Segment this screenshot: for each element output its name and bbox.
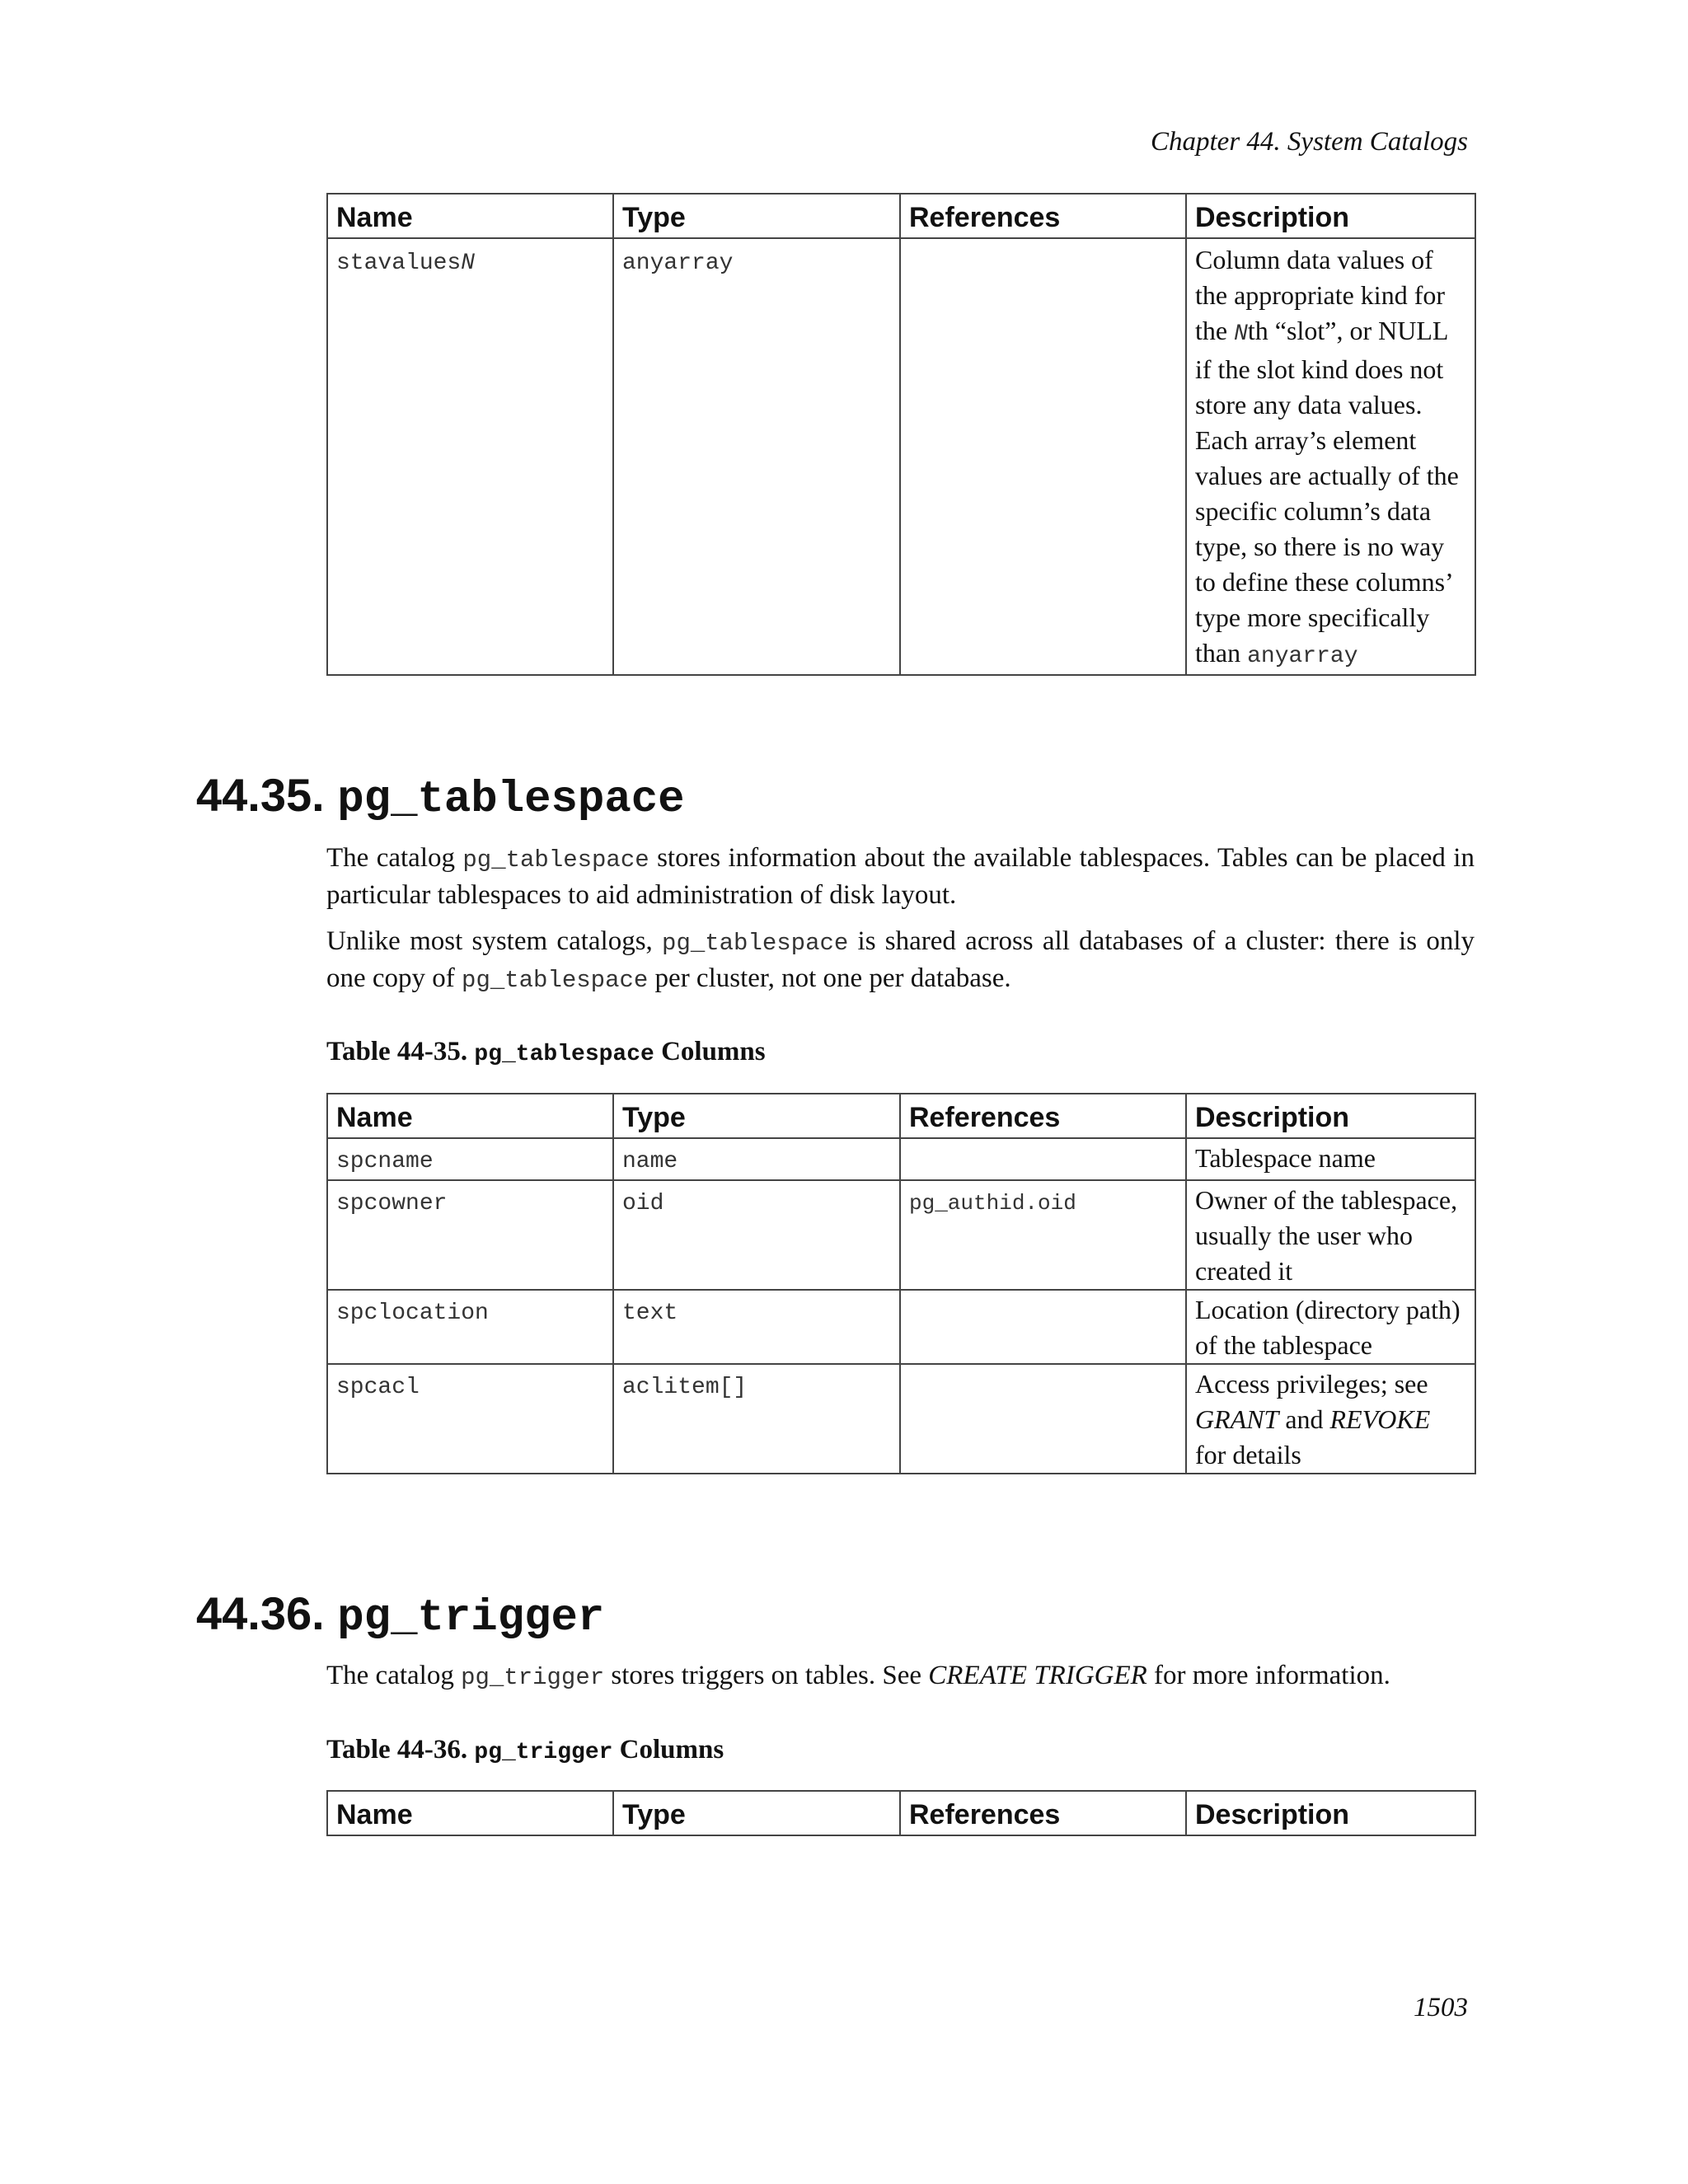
cell-name-variable: N xyxy=(461,251,476,276)
cell-references xyxy=(900,1138,1186,1180)
caption-code: pg_tablespace xyxy=(474,1042,654,1067)
cell-description xyxy=(1186,238,1475,675)
text-run: Access privileges; see xyxy=(1195,1369,1428,1399)
desc-text-2: th “slot”, or NULL if the slot kind does not store any data values. Each array’s element values are actually of the specific column’s data type, so there is no way to define these columns’ type more specifically than xyxy=(1195,316,1459,668)
column-header-name: Name xyxy=(327,1791,613,1835)
text-run: and xyxy=(1278,1404,1330,1434)
caption-suffix: Columns xyxy=(612,1735,724,1765)
column-header-references: References xyxy=(900,194,1186,238)
cell-type: aclitem[] xyxy=(613,1364,900,1474)
text-run: Unlike most system catalogs, xyxy=(326,926,663,956)
page-number: 1503 xyxy=(1414,1993,1468,2022)
caption-prefix: Table 44-36. xyxy=(326,1735,475,1765)
table-caption-44-36 xyxy=(326,1735,724,1765)
text-run: per cluster, not one per database. xyxy=(648,963,1011,993)
table-row xyxy=(327,238,1475,675)
text-run: The catalog xyxy=(326,843,463,873)
command-reference-create-trigger: CREATE TRIGGER xyxy=(928,1661,1147,1690)
cell-name: spcname xyxy=(327,1138,613,1180)
paragraph-trigger-intro xyxy=(326,1658,1475,1695)
column-header-description: Description xyxy=(1186,1791,1475,1835)
cell-description xyxy=(1186,1364,1475,1474)
caption-code: pg_trigger xyxy=(474,1740,613,1765)
column-header-name: Name xyxy=(327,194,613,238)
inline-code: pg_tablespace xyxy=(462,967,649,994)
section-title-pg-trigger xyxy=(196,1586,604,1643)
cell-name: spclocation xyxy=(327,1290,613,1364)
table-header-row xyxy=(327,194,1475,238)
column-header-type: Type xyxy=(613,1094,900,1138)
cell-type: oid xyxy=(613,1180,900,1290)
table-row xyxy=(327,1138,1475,1180)
cell-name-text: stavalues xyxy=(336,251,462,276)
section-title-pg-tablespace xyxy=(196,768,685,825)
cell-type: name xyxy=(613,1138,900,1180)
running-header: Chapter 44. System Catalogs xyxy=(1151,127,1468,157)
table-prev-continuation xyxy=(326,193,1476,676)
table-caption-44-35 xyxy=(326,1037,766,1067)
table-row xyxy=(327,1180,1475,1290)
caption-prefix: Table 44-35. xyxy=(326,1037,475,1066)
cell-references xyxy=(900,238,1186,675)
inline-code: pg_tablespace xyxy=(462,846,649,874)
section-name: pg_trigger xyxy=(337,1593,605,1643)
column-header-description: Description xyxy=(1186,1094,1475,1138)
command-reference-grant: GRANT xyxy=(1195,1404,1279,1434)
cell-description: Owner of the tablespace, usually the user who created it xyxy=(1186,1180,1475,1290)
column-header-references: References xyxy=(900,1094,1186,1138)
table-header-row xyxy=(327,1791,1475,1835)
section-number: 44.35. xyxy=(196,769,325,821)
table-pg-tablespace-columns xyxy=(326,1093,1476,1474)
desc-text-1: Column data values of the appropriate kind for the xyxy=(1195,245,1445,345)
table-row xyxy=(327,1290,1475,1364)
text-run: for more information. xyxy=(1146,1661,1390,1690)
table-pg-trigger-columns xyxy=(326,1790,1476,1836)
desc-code: anyarray xyxy=(1247,644,1358,669)
column-header-description: Description xyxy=(1186,194,1475,238)
caption-suffix: Columns xyxy=(654,1037,766,1066)
cell-type: text xyxy=(613,1290,900,1364)
inline-code: pg_tablespace xyxy=(662,930,849,957)
paragraph-tablespace-intro xyxy=(326,841,1475,913)
cell-description: Location (directory path) of the tablespace xyxy=(1186,1290,1475,1364)
cell-references: pg_authid.oid xyxy=(900,1180,1186,1290)
column-header-references: References xyxy=(900,1791,1186,1835)
column-header-type: Type xyxy=(613,194,900,238)
cell-references xyxy=(900,1364,1186,1474)
column-header-name: Name xyxy=(327,1094,613,1138)
text-run: for details xyxy=(1195,1440,1301,1469)
text-run: stores information about the available tablespaces. Tables can be placed in particular tablespaces to aid administration of disk layout. xyxy=(326,843,1475,910)
paragraph-tablespace-shared xyxy=(326,924,1475,998)
cell-name: spcowner xyxy=(327,1180,613,1290)
section-number: 44.36. xyxy=(196,1587,325,1639)
desc-variable: N xyxy=(1234,321,1248,347)
text-run: The catalog xyxy=(326,1661,462,1690)
table-row xyxy=(327,1364,1475,1474)
cell-description: Tablespace name xyxy=(1186,1138,1475,1180)
text-run: stores triggers on tables. See xyxy=(604,1661,929,1690)
cell-references xyxy=(900,1290,1186,1364)
column-header-type: Type xyxy=(613,1791,900,1835)
text-run: is shared across all databases of a cluster: there is only one copy of xyxy=(326,926,1475,993)
cell-type: anyarray xyxy=(613,238,900,675)
inline-code: pg_trigger xyxy=(461,1664,605,1691)
section-name: pg_tablespace xyxy=(337,775,685,825)
cell-name: spcacl xyxy=(327,1364,613,1474)
table-header-row xyxy=(327,1094,1475,1138)
command-reference-revoke: REVOKE xyxy=(1329,1404,1431,1434)
cell-name xyxy=(327,238,613,675)
